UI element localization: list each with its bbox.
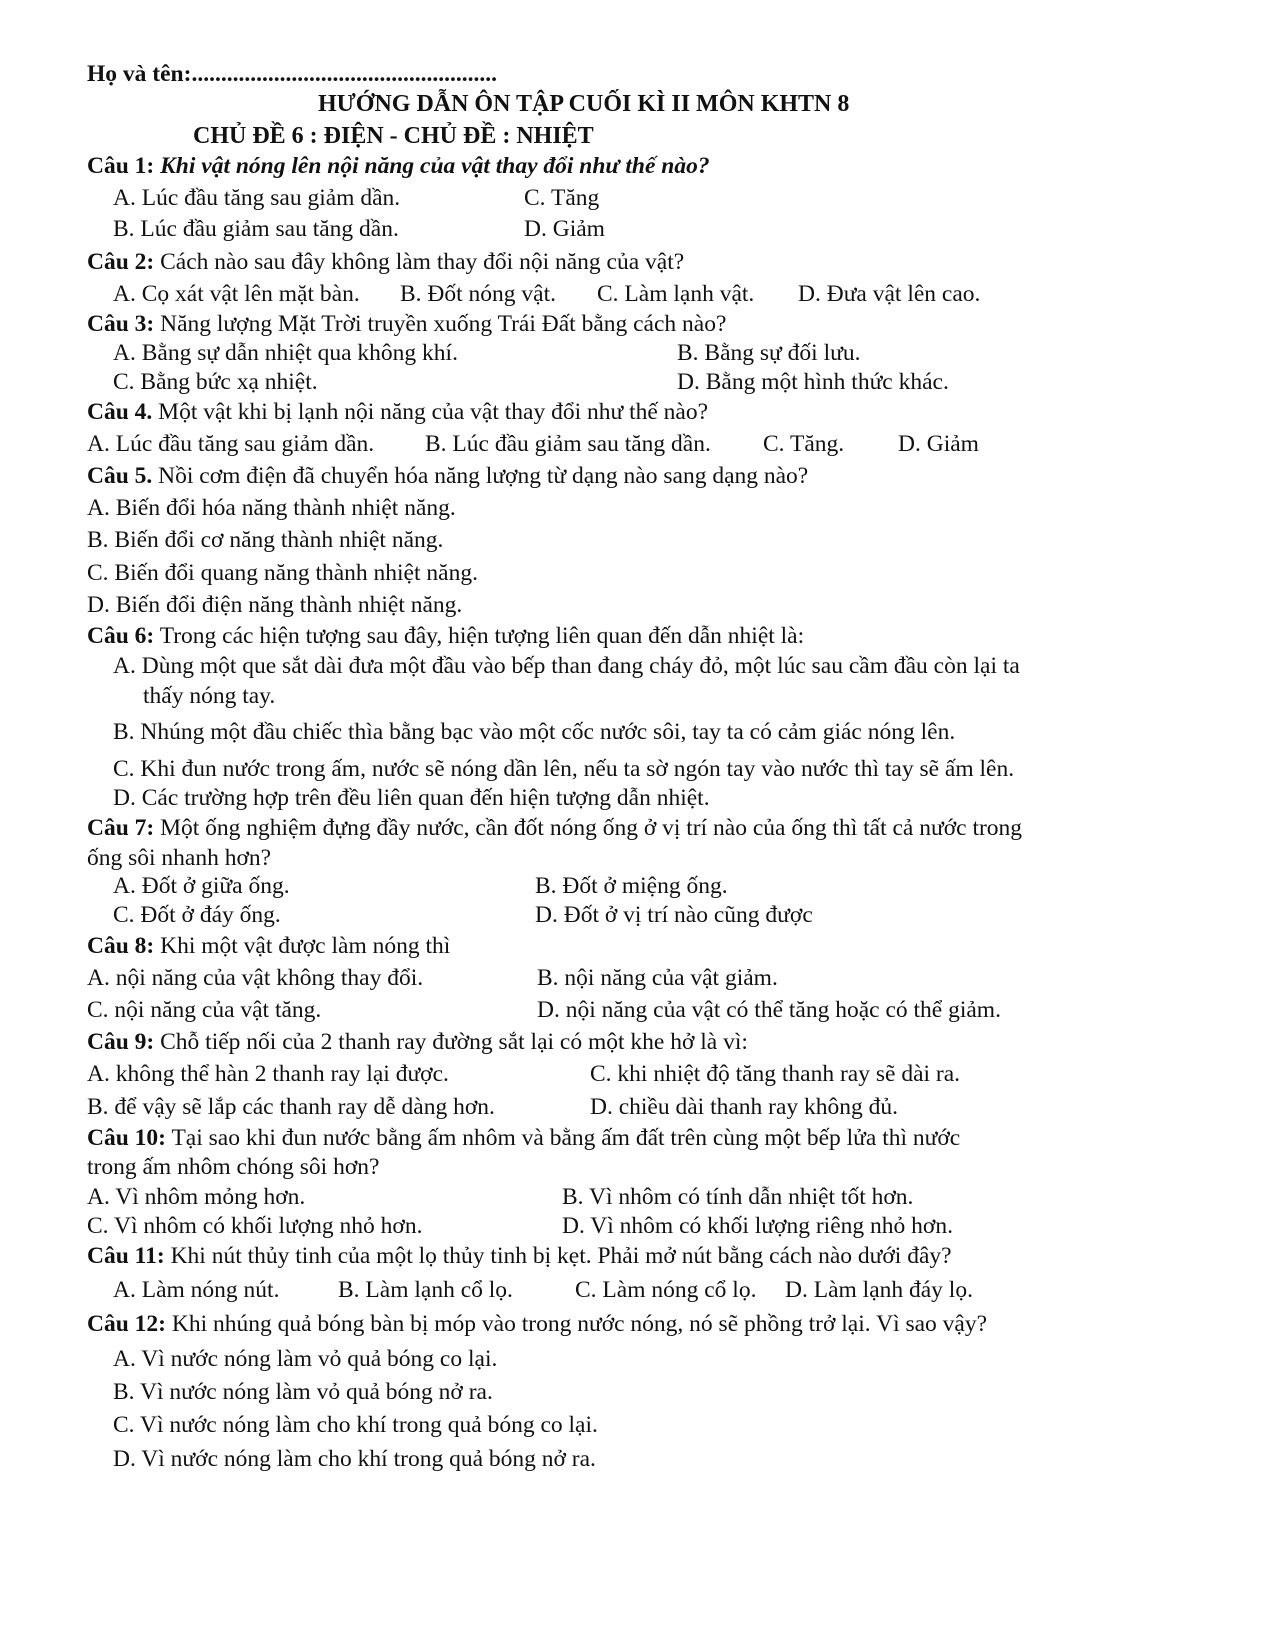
question-text: Cách nào sau đây không làm thay đổi nội năng của vật? — [160, 249, 685, 275]
question-label: Câu 11: — [87, 1243, 165, 1269]
q11-option-c: C. Làm nóng cổ lọ. — [575, 1277, 757, 1303]
question-7-continued: ống sôi nhanh hơn? — [87, 845, 272, 871]
q8-option-d: D. nội năng của vật có thể tăng hoặc có thể giảm. — [537, 997, 1001, 1023]
question-text: Một ống nghiệm đựng đầy nước, cần đốt nóng ống ở vị trí nào của ống thì tất cả nước trong — [160, 815, 1023, 841]
q4-option-c: C. Tăng. — [763, 431, 845, 457]
q5-option-c: C. Biến đổi quang năng thành nhiệt năng. — [87, 560, 478, 586]
q2-option-b: B. Đốt nóng vật. — [400, 281, 557, 307]
question-text: Khi một vật được làm nóng thì — [160, 933, 451, 959]
q10-option-d: D. Vì nhôm có khối lượng riêng nhỏ hơn. — [562, 1213, 953, 1239]
q9-option-d: D. chiều dài thanh ray không đủ. — [590, 1094, 899, 1120]
question-label: Câu 6: — [87, 623, 155, 649]
question-3 — [87, 310, 726, 338]
question-10-continued: trong ấm nhôm chóng sôi hơn? — [87, 1154, 380, 1180]
name-line — [87, 60, 497, 88]
q2-option-c: C. Làm lạnh vật. — [597, 281, 755, 307]
question-label: Câu 7: — [87, 815, 155, 841]
q6-option-a-continued: thấy nóng tay. — [143, 683, 276, 709]
q3-option-b: B. Bằng sự đối lưu. — [677, 340, 861, 366]
q4-option-a: A. Lúc đầu tăng sau giảm dần. — [87, 431, 375, 457]
q1-option-b: B. Lúc đầu giảm sau tăng dần. — [113, 216, 399, 242]
q2-option-d: D. Đưa vật lên cao. — [798, 281, 981, 307]
question-4 — [87, 398, 708, 426]
question-11 — [87, 1242, 952, 1270]
question-label: Câu 9: — [87, 1029, 155, 1055]
q5-option-a: A. Biến đổi hóa năng thành nhiệt năng. — [87, 495, 456, 521]
question-8 — [87, 932, 450, 960]
question-text: Tại sao khi đun nước bằng ấm nhôm và bằng ấm đất trên cùng một bếp lửa thì nước — [171, 1125, 961, 1151]
q4-option-d: D. Giảm — [898, 431, 979, 457]
question-text: Khi vật nóng lên nội năng của vật thay đổi như thế nào? — [160, 153, 710, 179]
q7-option-c: C. Đốt ở đáy ống. — [113, 902, 281, 928]
question-label: Câu 4. — [87, 399, 153, 425]
q8-option-c: C. nội năng của vật tăng. — [87, 997, 322, 1023]
q7-option-a: A. Đốt ở giữa ống. — [113, 873, 290, 899]
q11-option-d: D. Làm lạnh đáy lọ. — [785, 1277, 973, 1303]
q6-option-c: C. Khi đun nước trong ấm, nước sẽ nóng dần lên, nếu ta sờ ngón tay vào nước thì tay sẽ ấm lên. — [113, 756, 1015, 782]
q11-option-b: B. Làm lạnh cổ lọ. — [338, 1277, 513, 1303]
q7-option-b: B. Đốt ở miệng ống. — [535, 873, 728, 899]
q8-option-a: A. nội năng của vật không thay đổi. — [87, 965, 424, 991]
question-2 — [87, 248, 684, 276]
q7-option-d: D. Đốt ở vị trí nào cũng được — [535, 902, 813, 928]
q9-option-b: B. để vậy sẽ lắp các thanh ray dễ dàng hơn. — [87, 1094, 495, 1120]
question-label: Câu 12: — [87, 1311, 166, 1337]
q10-option-b: B. Vì nhôm có tính dẫn nhiệt tốt hơn. — [562, 1184, 914, 1210]
question-text: Nồi cơm điện đã chuyển hóa năng lượng từ dạng nào sang dạng nào? — [158, 463, 809, 489]
q3-option-d: D. Bằng một hình thức khác. — [677, 369, 949, 395]
question-9 — [87, 1028, 748, 1056]
q12-option-a: A. Vì nước nóng làm vỏ quả bóng co lại. — [113, 1346, 498, 1372]
question-7 — [87, 814, 1022, 842]
question-1 — [87, 152, 710, 180]
q10-option-a: A. Vì nhôm mỏng hơn. — [87, 1184, 306, 1210]
q5-option-b: B. Biến đổi cơ năng thành nhiệt năng. — [87, 527, 444, 553]
question-label: Câu 8: — [87, 933, 155, 959]
q10-option-c: C. Vì nhôm có khối lượng nhỏ hơn. — [87, 1213, 423, 1239]
q11-option-a: A. Làm nóng nút. — [113, 1277, 280, 1303]
page-subtitle: CHỦ ĐỀ 6 : ĐIỆN - CHỦ ĐỀ : NHIỆT — [193, 123, 594, 149]
question-label: Câu 2: — [87, 249, 155, 275]
question-12 — [87, 1310, 987, 1338]
page-title: HƯỚNG DẪN ÔN TẬP CUỐI KÌ II MÔN KHTN 8 — [318, 91, 850, 117]
question-text: Năng lượng Mặt Trời truyền xuống Trái Đất bằng cách nào? — [160, 311, 727, 337]
q9-option-a: A. không thể hàn 2 thanh ray lại được. — [87, 1061, 449, 1087]
q12-option-c: C. Vì nước nóng làm cho khí trong quả bóng co lại. — [113, 1412, 598, 1438]
q3-option-a: A. Bằng sự dẫn nhiệt qua không khí. — [113, 340, 458, 366]
q6-option-a: A. Dùng một que sắt dài đưa một đầu vào bếp than đang cháy đỏ, một lúc sau cầm đầu còn lại ta — [113, 653, 1020, 679]
q12-option-d: D. Vì nước nóng làm cho khí trong quả bóng nở ra. — [113, 1446, 596, 1472]
question-text: Một vật khi bị lạnh nội năng của vật thay đổi như thế nào? — [158, 399, 709, 425]
q6-option-b: B. Nhúng một đầu chiếc thìa bằng bạc vào một cốc nước sôi, tay ta có cảm giác nóng lên. — [113, 719, 956, 745]
q5-option-d: D. Biến đổi điện năng thành nhiệt năng. — [87, 592, 463, 618]
q9-option-c: C. khi nhiệt độ tăng thanh ray sẽ dài ra. — [590, 1061, 961, 1087]
question-label: Câu 3: — [87, 311, 155, 337]
question-text: Khi nút thủy tinh của một lọ thủy tinh bị kẹt. Phải mở nút bằng cách nào dưới đây? — [170, 1243, 952, 1269]
question-text: Trong các hiện tượng sau đây, hiện tượng liên quan đến dẫn nhiệt là: — [159, 623, 805, 649]
question-label: Câu 10: — [87, 1125, 166, 1151]
q3-option-c: C. Bằng bức xạ nhiệt. — [113, 369, 318, 395]
q1-option-c: C. Tăng — [524, 185, 600, 211]
q6-option-d: D. Các trường hợp trên đều liên quan đến hiện tượng dẫn nhiệt. — [113, 785, 710, 811]
q1-option-a: A. Lúc đầu tăng sau giảm dần. — [113, 185, 401, 211]
question-text: Chỗ tiếp nối của 2 thanh ray đường sắt lại có một khe hở là vì: — [160, 1029, 748, 1055]
question-10 — [87, 1124, 960, 1152]
question-5 — [87, 462, 808, 490]
name-label: Họ và tên: — [87, 61, 192, 87]
question-6 — [87, 622, 804, 650]
question-text: Khi nhúng quả bóng bàn bị móp vào trong nước nóng, nó sẽ phồng trở lại. Vì sao vậy? — [171, 1311, 988, 1337]
q2-option-a: A. Cọ xát vật lên mặt bàn. — [113, 281, 360, 307]
question-label: Câu 5. — [87, 463, 153, 489]
question-label: Câu 1: — [87, 153, 155, 179]
q12-option-b: B. Vì nước nóng làm vỏ quả bóng nở ra. — [113, 1379, 493, 1405]
q8-option-b: B. nội năng của vật giảm. — [537, 965, 778, 991]
name-dots: .................................................... — [191, 61, 497, 87]
q4-option-b: B. Lúc đầu giảm sau tăng dần. — [425, 431, 711, 457]
q1-option-d: D. Giảm — [524, 216, 605, 242]
